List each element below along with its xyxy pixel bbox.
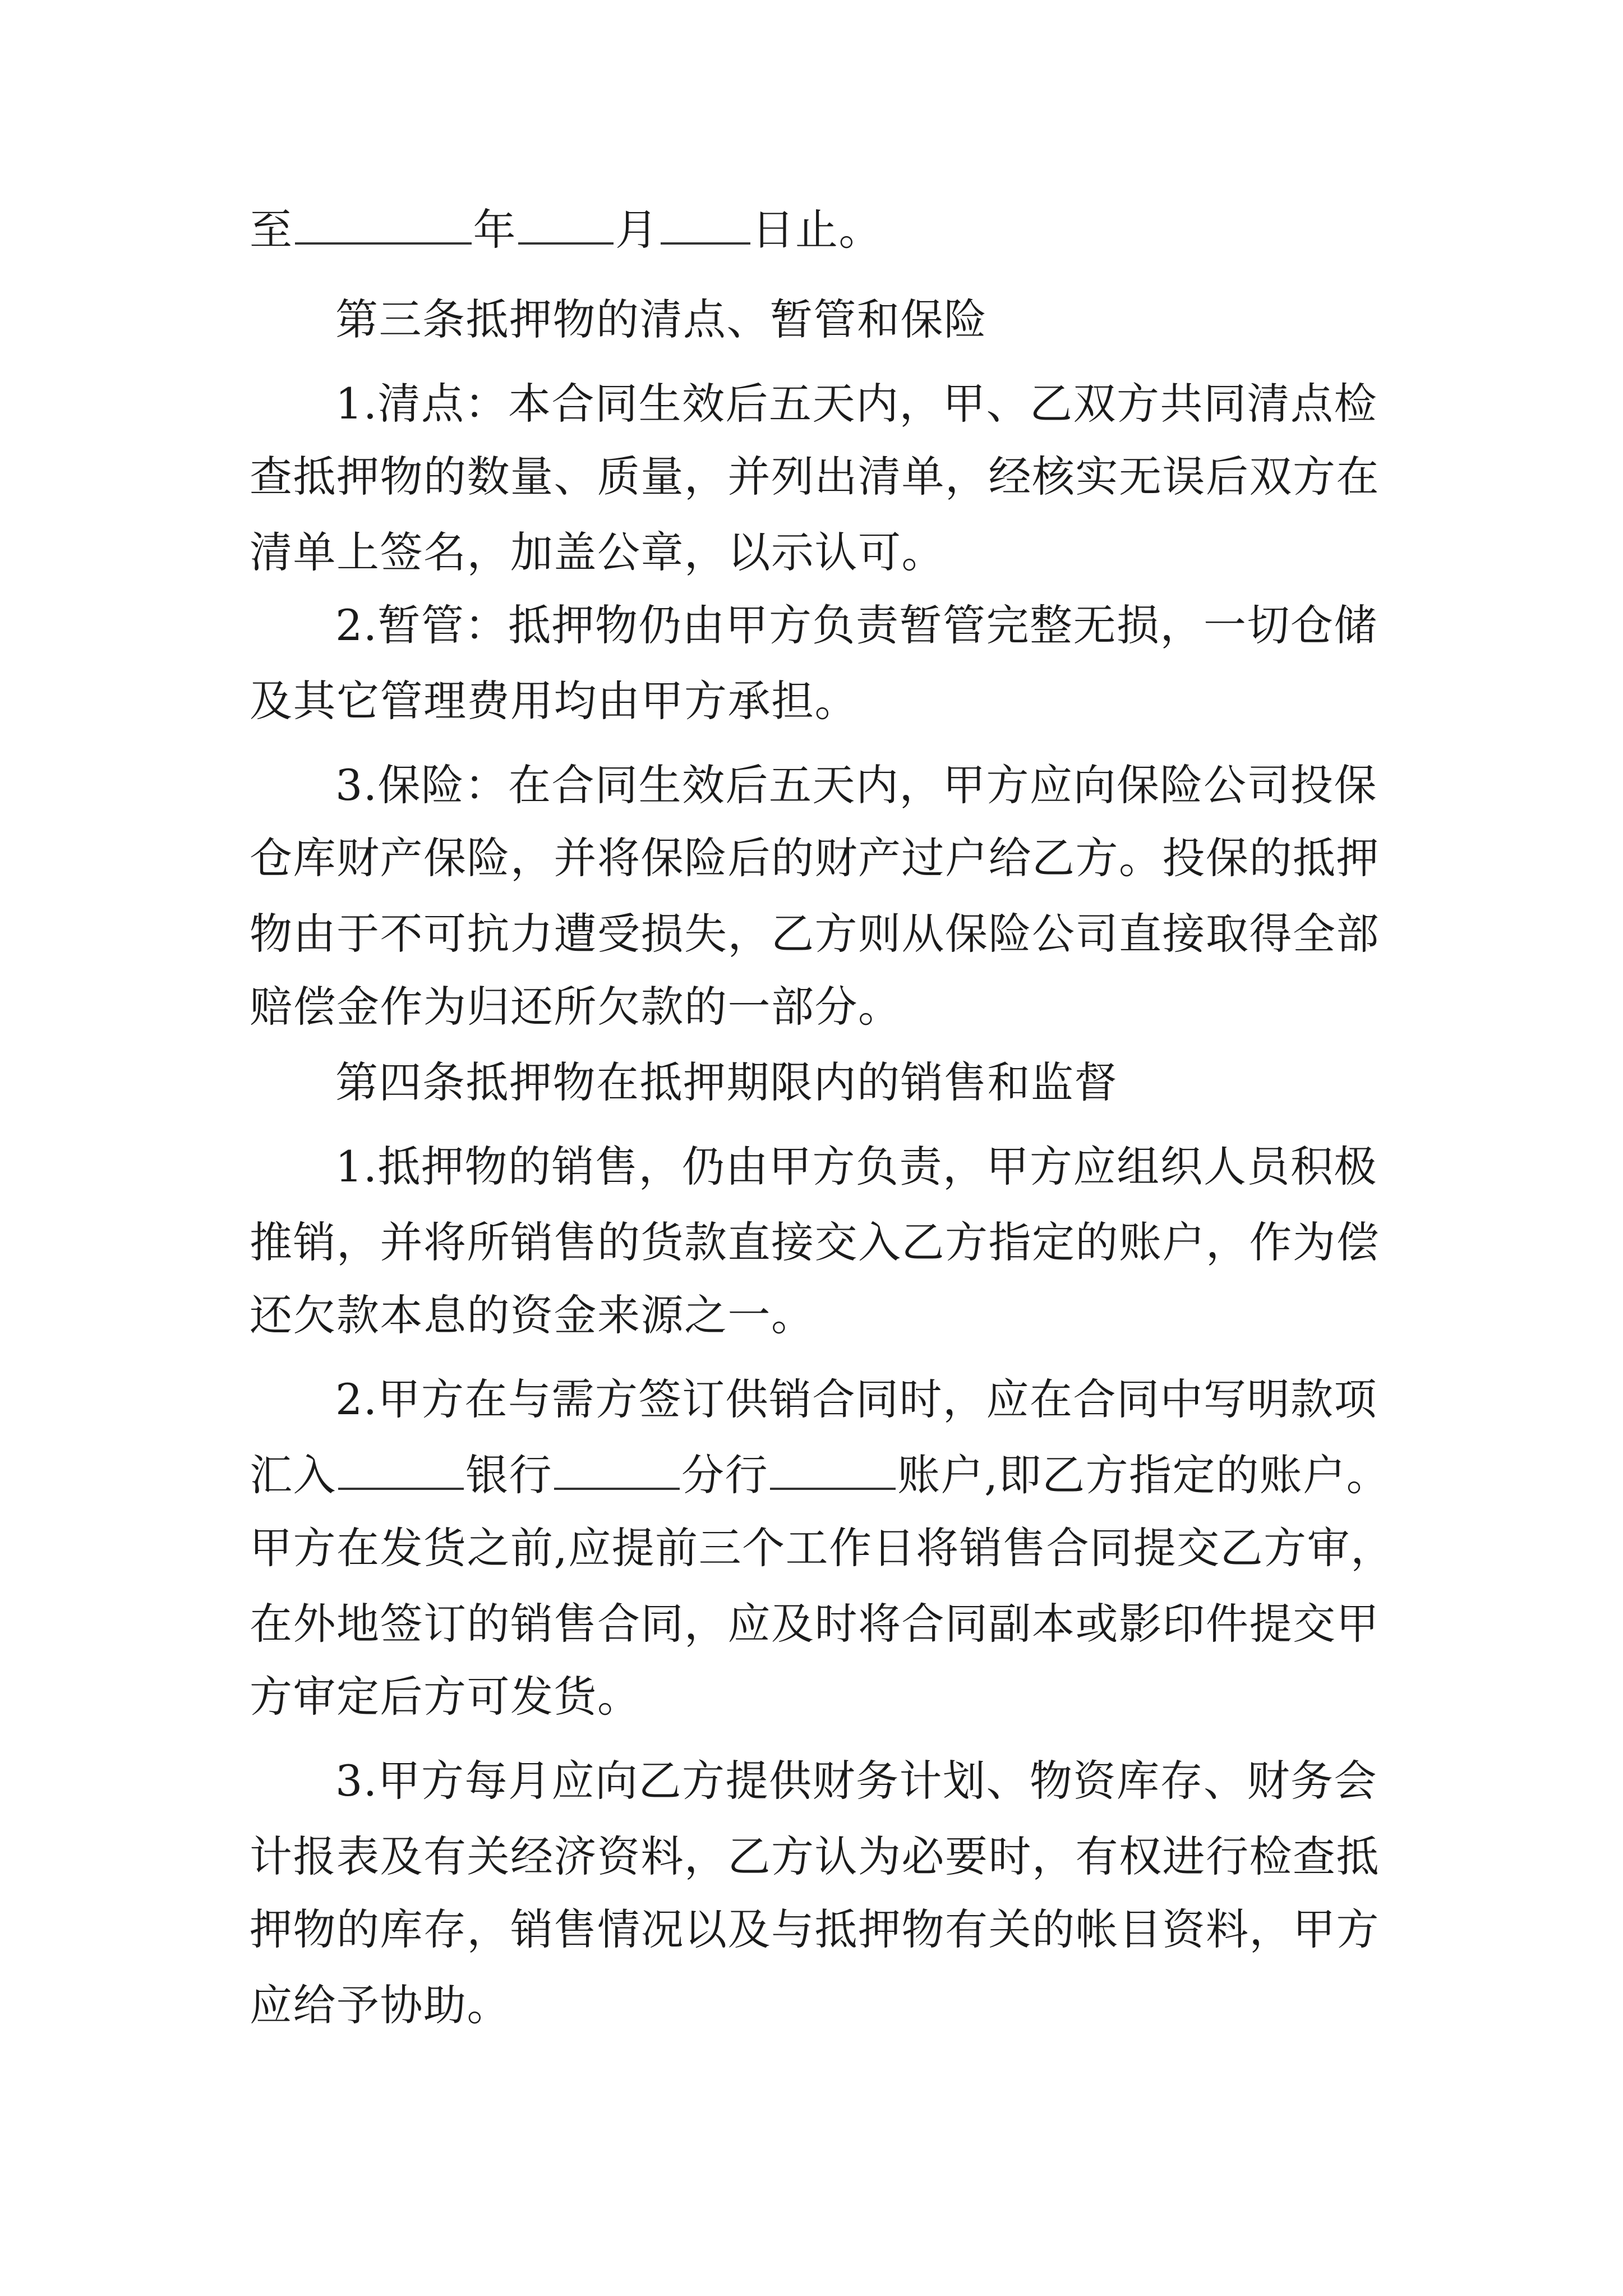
- day-blank[interactable]: [661, 208, 750, 245]
- paragraph-line: 查抵押物的数量、质量，并列出清单，经核实无误后双方在: [250, 452, 1380, 501]
- paragraph-line: 应给予协助。: [250, 1980, 510, 2030]
- date-line: [250, 202, 882, 258]
- account-label: 账户,即乙方指定的账户。: [897, 1450, 1390, 1500]
- paragraph-line: 1.清点：本合同生效后五天内，甲、乙双方共同清点检: [335, 379, 1378, 429]
- paragraph-line: 1.抵押物的销售，仍由甲方负责，甲方应组织人员积极: [335, 1142, 1378, 1191]
- paragraph-line: 还欠款本息的资金来源之一。: [250, 1290, 815, 1340]
- article-heading: 第四条抵押物在抵押期限内的销售和监督: [335, 1057, 1118, 1107]
- paragraph-line: 方审定后方可发货。: [250, 1672, 641, 1722]
- month-blank[interactable]: [518, 208, 614, 245]
- paragraph-line: 计报表及有关经济资料，乙方认为必要时，有权进行检查抵: [250, 1832, 1380, 1881]
- account-line: [250, 1447, 1390, 1503]
- paragraph-line: 2.甲方在与需方签订供销合同时，应在合同中写明款项: [335, 1374, 1378, 1424]
- paragraph-line: 清单上签名，加盖公章，以示认可。: [250, 527, 945, 577]
- paragraph-line: 在外地签订的销售合同，应及时将合同副本或影印件提交甲: [250, 1599, 1380, 1649]
- remit-label: 汇入: [250, 1450, 336, 1500]
- bank-blank[interactable]: [338, 1453, 464, 1490]
- paragraph-line: 物由于不可抗力遭受损失，乙方则从保险公司直接取得全部: [250, 909, 1380, 959]
- branch-label: 分行: [681, 1450, 768, 1500]
- paragraph-line: 3.甲方每月应向乙方提供财务计划、物资库存、财务会: [335, 1756, 1378, 1806]
- paragraph-line: 2.暂管：抵押物仍由甲方负责暂管完整无损，一切仓储: [335, 600, 1378, 650]
- branch-blank[interactable]: [554, 1453, 680, 1490]
- year-blank[interactable]: [295, 208, 472, 245]
- paragraph-line: 赔偿金作为归还所欠款的一部分。: [250, 982, 902, 1032]
- paragraph-line: 仓库财产保险，并将保险后的财产过户给乙方。投保的抵押: [250, 833, 1380, 883]
- paragraph-line: 甲方在发货之前,应提前三个工作日将销售合同提交乙方审，: [250, 1523, 1394, 1573]
- paragraph-line: 推销，并将所销售的货款直接交入乙方指定的账户，作为偿: [250, 1217, 1380, 1267]
- paragraph-line: 3.保险：在合同生效后五天内，甲方应向保险公司投保: [335, 760, 1378, 810]
- date-prefix: 至: [250, 205, 293, 255]
- bank-label: 银行: [465, 1450, 552, 1500]
- account-blank[interactable]: [770, 1453, 896, 1490]
- day-label: 日止。: [751, 205, 882, 255]
- paragraph-line: 押物的库存，销售情况以及与抵押物有关的帐目资料，甲方: [250, 1904, 1380, 1954]
- article-heading: 第三条抵押物的清点、暂管和保险: [335, 295, 988, 344]
- year-label: 年: [473, 205, 517, 255]
- paragraph-line: 及其它管理费用均由甲方承担。: [250, 676, 858, 726]
- month-label: 月: [615, 205, 659, 255]
